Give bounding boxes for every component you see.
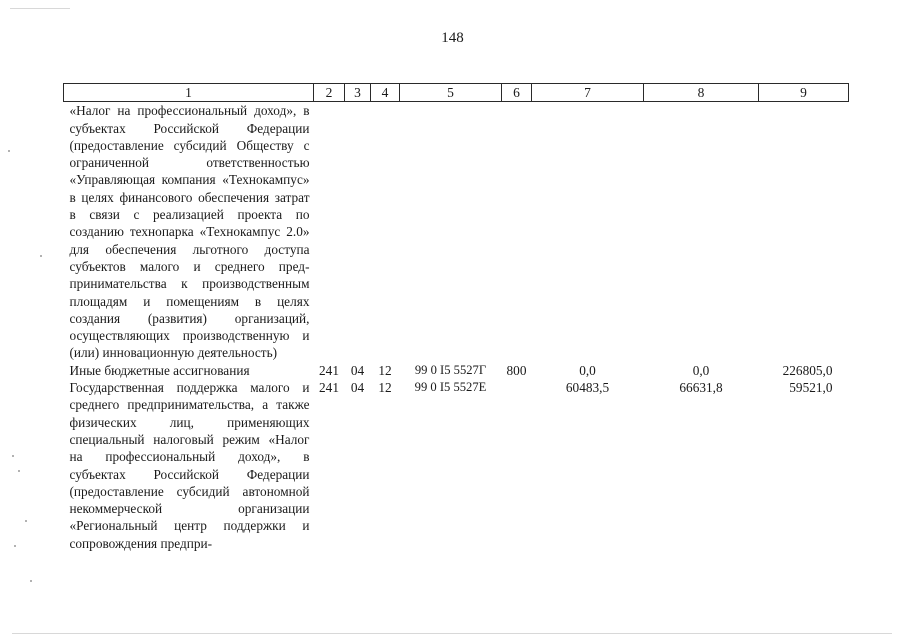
table-header-row	[64, 84, 849, 102]
scan-line-bottom	[12, 633, 892, 634]
row-col2	[314, 102, 345, 362]
column-header-6: 6	[502, 84, 532, 102]
column-header-5: 5	[400, 84, 502, 102]
column-header-2: 2	[314, 84, 345, 102]
scan-speck	[18, 470, 20, 472]
budget-table	[63, 83, 849, 552]
row-col8	[644, 102, 759, 362]
row-col3	[345, 102, 371, 362]
row-col5: 99 0 I5 5527Е	[414, 380, 487, 395]
row-description: Иные бюджетные ассигнования	[69, 362, 250, 378]
row-col9: 59521,0	[789, 380, 833, 396]
row-col7: 0,0	[579, 362, 596, 378]
table-row	[64, 102, 849, 362]
table-row	[64, 379, 849, 552]
row-col8: 0,0	[692, 362, 710, 378]
row-col5	[400, 102, 502, 362]
scan-speck	[12, 455, 14, 457]
row-col6: 800	[506, 362, 527, 378]
scan-speck	[14, 545, 16, 547]
row-col6	[502, 102, 532, 362]
row-col2: 241	[319, 380, 339, 396]
column-header-8: 8	[644, 84, 759, 102]
scan-line-top	[10, 8, 70, 9]
row-col2: 241	[319, 362, 339, 378]
row-col9: 226805,0	[782, 362, 833, 378]
row-col7: 60483,5	[565, 380, 610, 396]
table-row	[64, 362, 849, 379]
row-col6	[502, 379, 532, 552]
row-col8: 66631,8	[679, 380, 723, 396]
row-col4: 12	[378, 362, 392, 378]
column-header-4: 4	[371, 84, 400, 102]
row-col4: 12	[378, 380, 392, 396]
scan-speck	[8, 150, 10, 152]
scan-speck	[25, 520, 27, 522]
row-col5: 99 0 I5 5527Г	[414, 362, 487, 377]
column-header-7: 7	[532, 84, 644, 102]
column-header-1: 1	[64, 84, 314, 102]
column-header-3: 3	[345, 84, 371, 102]
column-header-9: 9	[759, 84, 849, 102]
row-col9	[759, 102, 849, 362]
row-description: Государственная поддержка малого и среднего предпринимательства, а также физических лиц, применяющих специальный налоговый режим «Налог на профессиональный доход», в субъектах Российской Федерации (предоставление субсидий автономной некоммерческой организации «Региональный центр поддержки и сопровождения предпри-	[69, 380, 310, 551]
row-col4	[371, 102, 400, 362]
scan-speck	[30, 580, 32, 582]
row-col3: 04	[350, 362, 365, 378]
row-col3: 04	[350, 380, 365, 396]
row-description: «Налог на профессиональный доход», в субъектах Российской Федерации (предоставление субсидий Обществу с ограниченной ответственностью «Управляющая компания «Технокампус» в целях финансового обеспечения затрат в связи с реализацией проекта по созданию технопарка «Технокампус 2.0» для обеспечения льготного доступа субъектов малого и среднего предпринимательства к производственным площадям и помещениям в целях создания (развития) организаций, осуществляющих производственную и (или) инновационную деятельность)	[69, 103, 310, 361]
row-col7	[532, 102, 644, 362]
page-number: 148	[441, 30, 464, 46]
scan-speck	[40, 255, 42, 257]
